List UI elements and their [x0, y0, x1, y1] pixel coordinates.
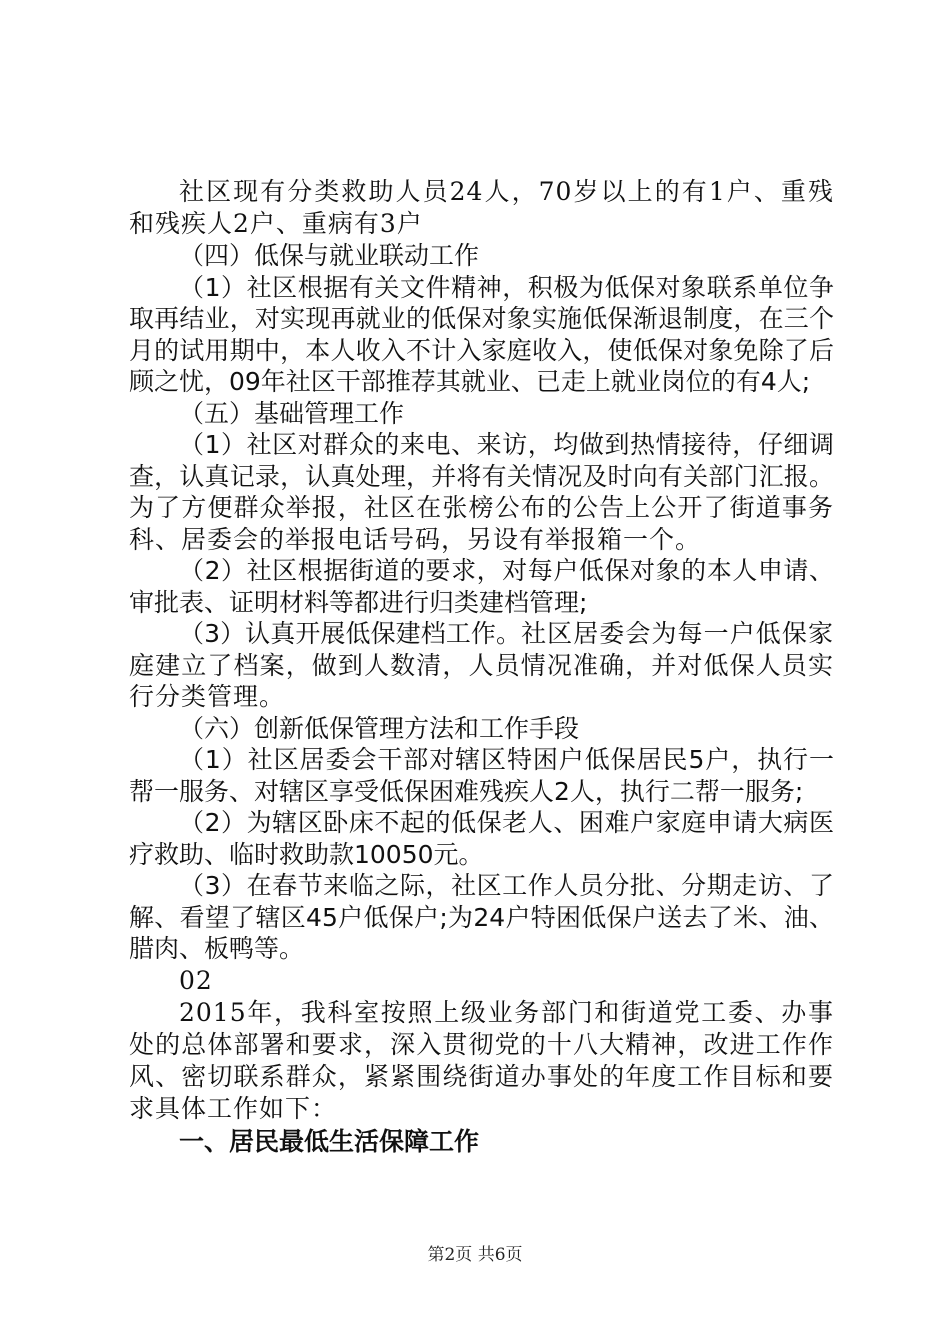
section-number: 02	[179, 965, 213, 995]
paragraph-medical-aid: （2）为辖区卧床不起的低保老人、困难户家庭申请大病医疗救助、临时救助款10050元。	[129, 808, 834, 869]
section-heading-4: （四）低保与就业联动工作	[179, 241, 480, 270]
paragraph-visits	[129, 429, 834, 555]
document-body	[129, 176, 834, 1159]
paragraph-2015-summary: 2015年，我科室按照上级业务部门和街道党工委、办事处的总体部署和要求，深入贯彻党的十八大精神，改进工作作风、密切联系群众，紧紧围绕街道办事处的年度工作目标和要求具体工作如下：	[129, 997, 834, 1123]
page-footer: 第2页 共6页	[427, 1245, 523, 1265]
paragraph-file-work-serif: 社区居委会为每一户低保家庭建立了档案，做到人数清，人员情况准确，并对低保人员实行分类管理。	[129, 619, 834, 711]
section-heading-min-living: 一、居民最低生活保障工作	[179, 1126, 480, 1156]
paragraph-help-service: （1）社区居委会干部对辖区特困户低保居民5户，执行一帮一服务、对辖区享受低保困难残疾人2人，执行二帮一服务;	[129, 745, 834, 806]
paragraph-file-work	[129, 618, 834, 713]
section-heading-5: （五）基础管理工作	[179, 398, 405, 428]
paragraph-visits-bold: （1）社区对群众的来电、来访，均做到热情接待，仔细调查，认真记录，认真处理，并将有关情况及时向有关部门汇报。	[129, 430, 834, 491]
section-heading-6: （六）创新低保管理方法和工作手段	[179, 713, 580, 743]
paragraph-spring-festival: （3）在春节来临之际，社区工作人员分批、分期走访、了解、看望了辖区45户低保户;为24户特困低保户送去了米、油、腊肉、板鸭等。	[129, 871, 834, 963]
paragraph-assistance-count: 社区现有分类救助人员24人，70岁以上的有1户、重残和残疾人2户、重病有3户	[129, 177, 834, 238]
paragraph-archiving: （2）社区根据街道的要求，对每户低保对象的本人申请、审批表、证明材料等都进行归类建档管理;	[129, 556, 834, 617]
paragraph-visits-serif: 为了方便群众举报，社区在张榜公布的公告上公开了街道事务科、居委会的举报电话号码，另设有举报箱一个。	[129, 493, 834, 554]
paragraph-employment-linkage: （1）社区根据有关文件精神，积极为低保对象联系单位争取再结业，对实现再就业的低保对象实施低保渐退制度，在三个月的试用期中，本人收入不计入家庭收入，使低保对象免除了后顾之忧，09年社区干部推荐其就业、已走上就业岗位的有4人;	[129, 272, 834, 396]
paragraph-file-work-bold: （3）认真开展低保建档工作。	[179, 619, 522, 648]
